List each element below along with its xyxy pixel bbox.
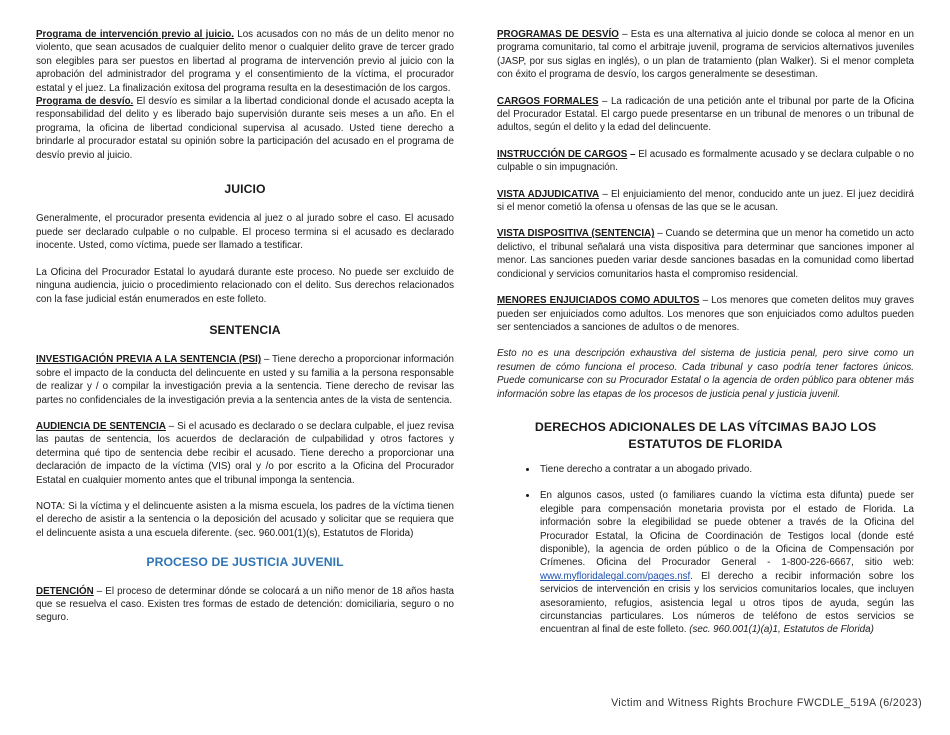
juveniles-as-adults-term: MENORES ENJUICIADOS COMO ADULTOS	[497, 295, 700, 307]
formal-charges-text: – La radicación de una petición ante el tribunal por parte de la Oficina del Procurador Estatal. El cargo puede presentarse en un tribunal de menores o un tribunal de adultos, según el delito y la edad del delincuente.	[497, 95, 914, 134]
note-paragraph: NOTA: Si la víctima y el delincuente asisten a la misma escuela, los padres de la víctima tienen el derecho de asistir a la sentencia o la deposición del acusado y solicitar que se requiera que el delincuente asista a una escuela diferente. (sec. 960.001(1)(s), Estatutos de Florida)	[36, 500, 454, 539]
disposition-hearing-text: – Cuando se determina que un menor ha cometido un acto delictivo, el tribunal señalará una vista dispositiva para determinar que sanciones imponer al menor. Las sanciones pueden variar desde sanciones basadas en la comunidad como libertad condicional y servicios comunitarios hasta el compromiso residencial.	[497, 228, 914, 280]
disclaimer-paragraph: Esto no es una descripción exhaustiva del sistema de justicia penal, pero sirve como un resumen de cómo funciona el proceso. Cada tribunal y caso podría tener factores únicos. Puede comunicarse con su Procurador Estatal o la agencia de orden público para obtener más información sobre las etapas de los procesos de justicia penal y justicia juvenil.	[497, 348, 914, 400]
rights-list	[497, 463, 914, 637]
pretrial-intervention-term: Programa de intervención previo al juicio.	[36, 29, 234, 40]
juveniles-as-adults-text: – Los menores que cometen delitos muy graves pueden ser enjuiciados como adultos. Los menores que son enjuiciados como adultos pueden ser sentenciados a sanciones de adultos o de menores.	[497, 295, 914, 333]
diversion-programs-term: PROGRAMAS DE DESVÍO	[497, 29, 619, 40]
psi-term: INVESTIGACIÓN PREVIA A LA SENTENCIA (PSI)	[36, 354, 262, 366]
diversion-term: Programa de desvío.	[36, 96, 134, 108]
list-item	[538, 489, 914, 636]
disposition-hearing-term: VISTA DISPOSITIVA (SENTENCIA)	[497, 228, 655, 240]
detention-paragraph	[36, 585, 454, 625]
detention-term: DETENCIÓN	[36, 585, 94, 597]
trial-paragraph-2: La Oficina del Procurador Estatal lo ayudará durante este proceso. No puede ser excluido de ninguna audiencia, juicio o procedimiento relacionado con el delito. Sus derechos relacionados con la fase judicial están enumerados en este folleto.	[36, 266, 454, 305]
arraignment-term: INSTRUCCIÓN DE CARGOS	[497, 148, 628, 160]
compensation-text-start: En algunos casos, usted (o familiares cuando la víctima esta difunta) puede ser elegible para compensación monetaria provista por el estado de Florida. La información sobre la elegibilidad se puede obtener a través de la Oficina del Procurador Estatal, la Oficina de Coordinación de Testigos local (donde esté disponible), la agencia de orden público o de la Oficina de Compensación por Crímenes. Oficina del Procurador General - 1-800-226-6667, sitio web:	[540, 490, 914, 569]
pretrial-intervention-text: Los acusados con no más de un delito menor no violento, que sean acusados de cualquier delito menor o cualquier delito grave de tercer grado son elegibles para ser puestos en libertad al programa de intervención previo al juicio con la aprobación del administrador del programa y el consentimiento de la víctima, el procurador estatal y el juez. La finalización exitosa del programa resulta en la desestimación de los cargos.	[36, 29, 454, 94]
sentencing-hearing-paragraph	[36, 420, 454, 487]
arraignment-paragraph	[497, 148, 914, 175]
arraignment-text: El acusado es formalmente acusado y se declara culpable o no culpable o sin impugnación.	[497, 148, 915, 174]
heading-sentencia: SENTENCIA	[209, 322, 281, 337]
diversion-text: El desvío es similar a la libertad condicional donde el acusado acepta la responsabilidad del delito y es liberado bajo supervisión durante seis meses a un año. En el programa, la oficina de libertad condicional supervisa al acusado. Usted tiene derecho a brindarle al procurador estatal su opinión sobre la participación del acusado en el programa de desvío previo al juicio.	[36, 96, 455, 161]
pretrial-intervention-paragraph	[36, 28, 454, 95]
diversion-programs-paragraph	[497, 28, 914, 82]
disposition-hearing-paragraph	[497, 227, 914, 281]
left-column	[36, 28, 454, 625]
adjudicatory-hearing-text: – El enjuiciamiento del menor, conducido ante un juez. El juez decidirá si el menor cometió la ofensa u ofensas de las que se le acusan.	[497, 188, 914, 214]
psi-paragraph	[36, 353, 454, 407]
adjudicatory-hearing-term: VISTA ADJUDICATIVA	[497, 188, 600, 200]
arraignment-dash: –	[627, 148, 636, 160]
detention-text: – El proceso de determinar dónde se colocará a un niño menor de 18 años hasta que se resuelva el caso. Existen tres formas de estado de detención: domiciliaria, seguro o no seguro.	[36, 585, 454, 624]
compensation-text-end: . El derecho a recibir información sobre los servicios de intervención en crisis y los servicios comunitarios locales, que incluyen asesoramiento, refugios, asistencia legal u otros tipos de ayuda, según las circunstancias particulares. Los números de teléfono de estos servicios se encuentran al final de este folleto.	[540, 570, 914, 636]
formal-charges-term: CARGOS FORMALES	[497, 95, 599, 107]
trial-paragraph-1: Generalmente, el procurador presenta evidencia al juez o al jurado sobre el caso. El acusado puede ser declarado culpable o no culpable. El proceso termina si el acusado es declarado inocente. Usted, como víctima, puede ser llamado a testificar.	[36, 213, 454, 252]
diversion-programs-text: – Esta es una alternativa al juicio donde se coloca al menor en un programa comunitario, tal como el arbitraje juvenil, programa de servicios alternativos juveniles (JASP, por sus siglas en inglés), o un plan de tratamiento (plan Walker). Si el menor completa con éxito el programa de desvío, los cargos generalmente se desestiman.	[497, 29, 914, 81]
formal-charges-paragraph	[497, 95, 914, 135]
adjudicatory-hearing-paragraph	[497, 188, 914, 215]
attorney-general-website-link[interactable]: www.myfloridalegal.com/pages.nsf	[540, 570, 691, 582]
right-column	[497, 28, 914, 637]
right-private-attorney: Tiene derecho a contratar a un abogado privado.	[540, 463, 753, 475]
compensation-citation: (sec. 960.001(1)(a)1, Estatutos de Florida)	[689, 624, 874, 636]
brochure-footer: Victim and Witness Rights Brochure FWCDLE_519A (6/2023)	[611, 697, 922, 709]
sentencing-hearing-term: AUDIENCIA DE SENTENCIA	[36, 420, 166, 432]
heading-juicio: JUICIO	[224, 182, 266, 197]
heading-juvenile-justice: PROCESO DE JUSTICIA JUVENIL	[146, 555, 344, 570]
heading-additional-rights: DERECHOS ADICIONALES DE LAS VÍTCIMAS BAJO LOS ESTATUTOS DE FLORIDA	[534, 419, 877, 451]
sentencing-hearing-text: – Si el acusado es declarado o se declara culpable, el juez revisa las pautas de sentencia, los acuerdos de declaración de culpabilidad y otros factores y determina qué tipo de sentencia debe recibir el acusado. Tiene derecho a proporcionar una declaración de impacto de la víctima (VIS) oral y /o por escrito a la Oficina del Procurador Estatal en cualquier momento antes que el tribunal imponga la sentencia.	[36, 420, 454, 486]
diversion-paragraph	[36, 95, 454, 162]
list-item	[538, 463, 914, 476]
juveniles-as-adults-paragraph	[497, 294, 914, 334]
psi-text: – Tiene derecho a proporcionar información sobre el impacto de la conducta del delincuente en usted y su familia a la persona responsable de realizar y / o compilar la investigación previa a la sentencia. Tiene derecho de revisar las partes no confidenciales de la investigación previa a la sentencia antes de la vista de sentencia.	[36, 354, 454, 406]
